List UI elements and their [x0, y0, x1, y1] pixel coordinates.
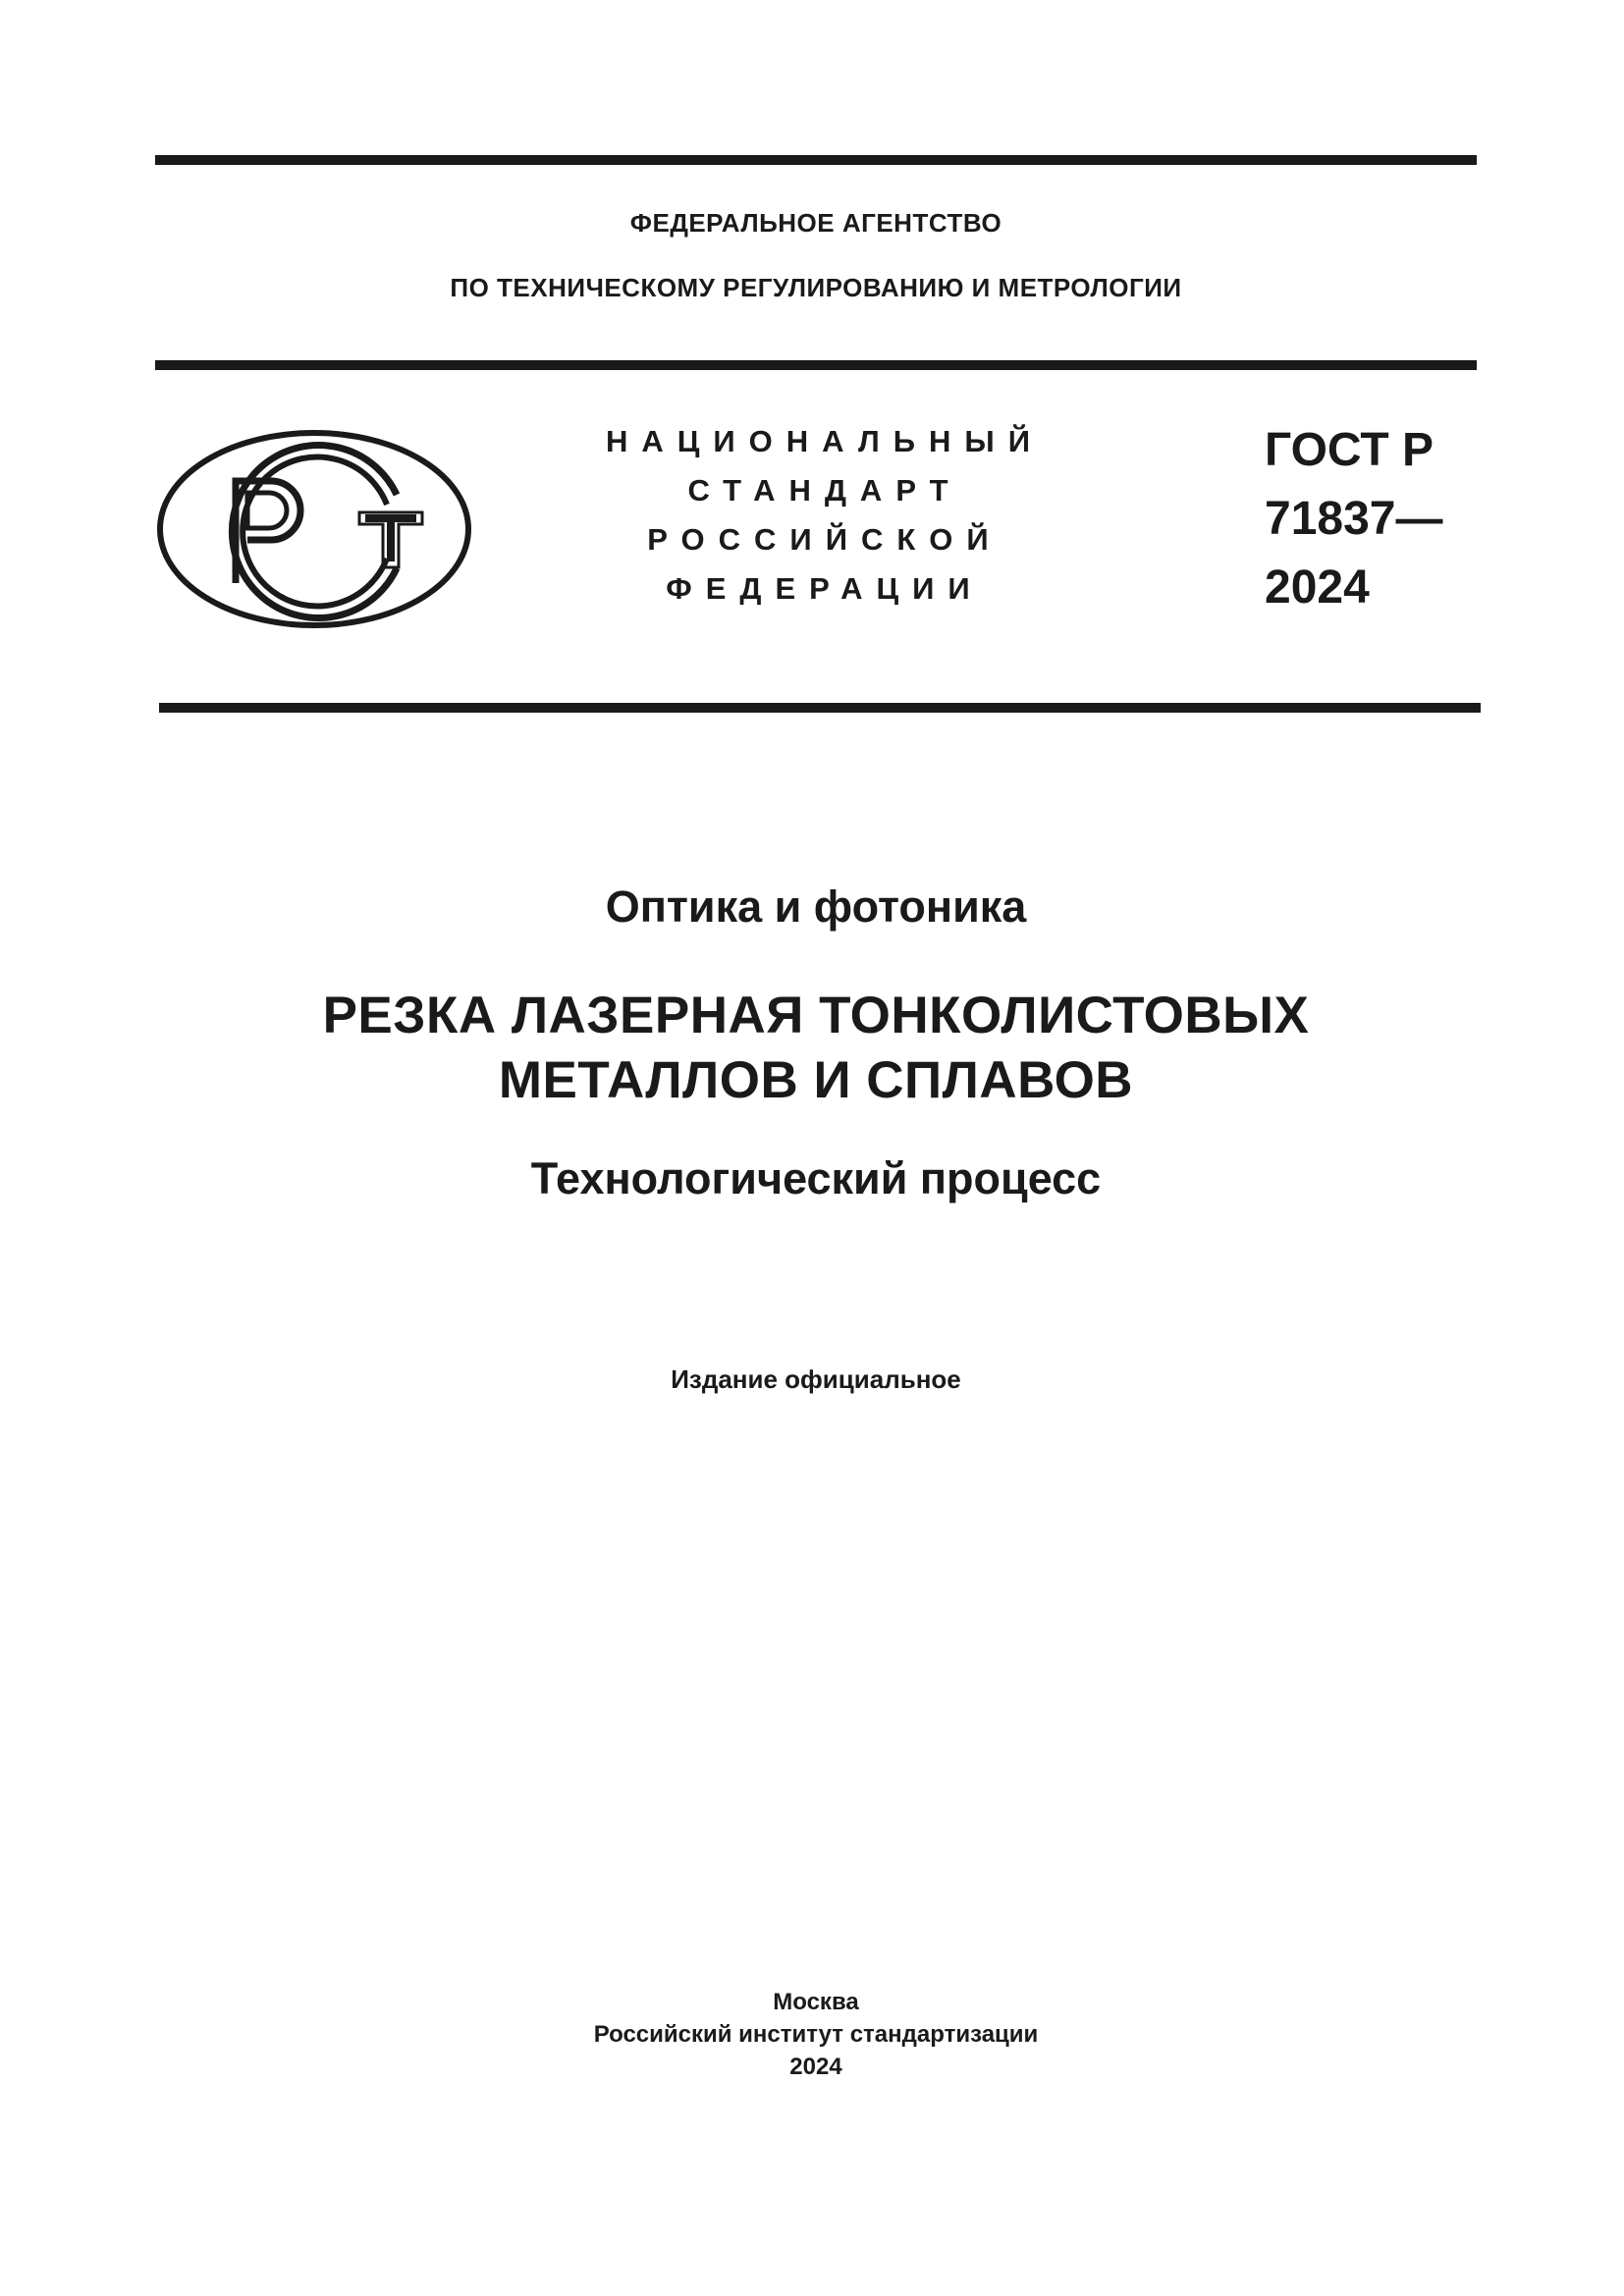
document-subtitle: Технологический процесс	[530, 1153, 1102, 1203]
standard-type-line4: ФЕДЕРАЦИИ	[666, 571, 984, 606]
standard-type-line2: СТАНДАРТ	[687, 473, 962, 507]
title-line1: РЕЗКА ЛАЗЕРНАЯ ТОНКОЛИСТОВЫХ	[322, 987, 1310, 1044]
header-divider-rule	[155, 360, 1477, 370]
designation-line2: 71837—	[1265, 493, 1443, 545]
designation-line3: 2024	[1265, 561, 1370, 614]
publisher-block	[155, 1986, 1477, 2083]
top-rule	[155, 155, 1477, 165]
title-divider-rule	[159, 703, 1481, 713]
document-subject: Оптика и фотоника	[605, 881, 1027, 932]
publisher-city: Москва	[773, 1989, 859, 2015]
agency-name-line1: ФЕДЕРАЛЬНОЕ АГЕНТСТВО	[629, 208, 1002, 238]
standard-type-line3: РОССИЙСКОЙ	[647, 522, 1002, 557]
standard-type-line1: НАЦИОНАЛЬНЫЙ	[605, 424, 1045, 458]
publisher-institute: Российский институт стандартизации	[593, 2021, 1039, 2048]
rst-logo-icon	[155, 426, 473, 632]
standard-type-label	[589, 417, 1060, 614]
title-line2: МЕТАЛЛОВ И СПЛАВОВ	[498, 1051, 1134, 1109]
edition-label: Издание официальное	[671, 1364, 961, 1394]
standard-designation	[1265, 416, 1442, 622]
publisher-year: 2024	[789, 2054, 842, 2080]
agency-name-line2: ПО ТЕХНИЧЕСКОМУ РЕГУЛИРОВАНИЮ И МЕТРОЛОГИИ	[450, 273, 1182, 302]
designation-line1: ГОСТ Р	[1265, 424, 1435, 476]
document-title	[155, 984, 1477, 1113]
